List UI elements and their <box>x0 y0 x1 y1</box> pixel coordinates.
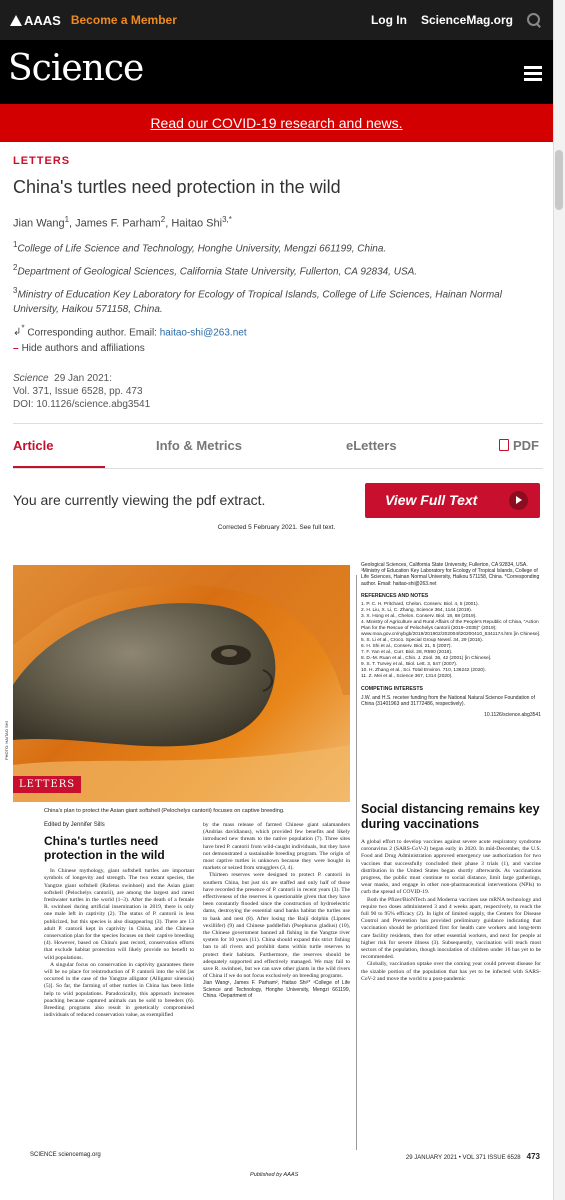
reference-item: 11. Z. Mei et al., Science 367, 1314 (2020). <box>361 674 453 680</box>
pdf-column-2 <box>203 822 350 999</box>
masthead <box>0 40 553 104</box>
photo-credit: PHOTO: HAITAO SHI <box>4 721 9 760</box>
pdf-extract-page <box>0 520 553 1200</box>
edited-by: Edited by Jennifer Sills <box>44 822 105 828</box>
affiliation <box>13 238 543 256</box>
pdf-column-1 <box>44 822 194 1019</box>
affiliation <box>13 284 543 316</box>
author-name[interactable]: Haitao Shi <box>171 217 223 230</box>
corresponding-email-link[interactable]: haitao-shi@263.net <box>159 326 247 338</box>
pdf-icon <box>499 439 509 451</box>
hamburger-menu-icon[interactable] <box>524 66 542 80</box>
paragraph: A singular focus on conservation in captivity guarantees there will be no place for reintroduction of P. cantorii into the wild [as occurred in the case of the Yangtze alligator (Alligator sinensis) (5)]. So far, the farming of other turtles in China has been little help to wild populations. Paradoxically, this approach increases poaching because captured animals can be sold to breeders (6). Breeding programs also result in genetically compromised individuals of reduced conservation value, as exemplified <box>44 961 194 1019</box>
aaas-logo[interactable] <box>10 13 61 28</box>
article-title: China's turtles need protection in the wild <box>13 177 341 197</box>
tab-pdf-label: PDF <box>513 437 539 453</box>
hide-authors-label: Hide authors and affiliations <box>21 342 145 354</box>
journal-name: Science <box>13 372 49 384</box>
references-heading: REFERENCES AND NOTES <box>361 592 429 599</box>
reference-item: 9. S. T. Turvey et al., Biol. Lett. 3, 547 (2007). <box>361 662 458 668</box>
arrow-right-icon <box>509 491 528 510</box>
letter1-signature: Jian Wang¹, James F. Parham², Haitao Shi³* ¹College of Life Science and Technology, Honghe University, Mengzi 661199, China. ²Department of <box>203 980 350 999</box>
letter1-affiliations: Geological Sciences, California State University, Fullerton, CA 92834, USA. ³Ministry of Education Key Laboratory for Ecology of Tropical Islands, College of Life Sciences, Hainan Normal University, Haikou 571158, China. *Corresponding author. Email: haitao-shi@263.net <box>361 562 540 587</box>
pdf-footer <box>30 1152 540 1178</box>
login-link[interactable]: Log In <box>370 13 407 27</box>
competing-interests: J.W. and H.S. receive funding from the National Natural Science Foundation of China (31401963 and 31772486, respectively). <box>361 695 535 708</box>
footer-page-number: 473 <box>526 1152 540 1161</box>
correction-notice: Corrected 5 February 2021. See full text. <box>217 524 336 531</box>
footer-journal: SCIENCE sciencemag.org <box>30 1152 101 1158</box>
minus-icon: – <box>13 342 19 354</box>
article-tabs <box>13 424 543 468</box>
view-full-text-label: View Full Text <box>385 492 478 509</box>
active-tab-indicator <box>13 466 105 468</box>
photo-caption: China's plan to protect the Asian giant softshell (Pelochelys cantorii) focuses on captive breeding. <box>44 808 285 814</box>
footer-issue <box>406 1152 540 1161</box>
paragraph: Both the Pfizer/BioNTech and Moderna vaccines use mRNA technology and require two doses administered 3 and 4 weeks apart, respectively, to reach the full 90 to 95% efficacy (2). In light of limited supply, the Centers for Disease Control and Prevention has provided preliminary guidance indicating that vaccination should be prioritized first for health care workers and long-term care facility residents, then for other essential workers, and next for people at higher risk for severe illness (3). Subsequently, vaccination will reach most sectors of the population, though inoculation of children under 16 has yet to be recommended. <box>361 896 541 961</box>
column-rule <box>356 575 357 1150</box>
paragraph: A global effort to develop vaccines against severe acute respiratory syndrome coronavirus 2 (SARS-CoV-2) began early in 2020. In mid-December, the U.S. Food and Drug Administration approved emergency use authorization for two vaccines that successfully concluded their phase 3 trials (1), and vaccine distribution in the United States began shortly afterwards. As vaccinations progress, the public must continue to social distance, limit large gatherings, wear masks, and engage in other non-pharmaceutical interventions (NPIs) to curb the spread of COVID-19. <box>361 839 541 896</box>
author-list: Jian Wang$^1$, James F. Parham$^2$, Haitao Shi$^{3,*}$ <box>13 215 232 230</box>
become-member-link[interactable]: Become a Member <box>70 13 177 27</box>
reference-item: 10. H. Zhang et al., Sci. Total Environ. 710, 136242 (2020). <box>361 668 486 674</box>
corresponding-author <box>13 323 543 338</box>
tab-pdf[interactable] <box>499 438 539 453</box>
aaas-triangle-icon <box>10 15 22 26</box>
reference-item: 2. H. Liu, X. Li, C. Zhang, Science 364, 1144 (2019). <box>361 608 473 614</box>
author-name[interactable]: James F. Parham <box>75 217 161 230</box>
reference-item: 5. S. Li et al., Croco. Special Group Newsl. 34, 29 (2015). <box>361 638 484 644</box>
citation <box>13 372 543 411</box>
reference-item: 1. P. C. H. Pritchard, Chelon. Conserv. Biol. 4, 5 (2001). <box>361 602 479 608</box>
top-bar <box>0 0 553 40</box>
covid-banner <box>0 104 553 142</box>
section-label: LETTERS <box>13 155 71 167</box>
author-sup: 2 <box>160 215 166 224</box>
paragraph: by the mass release of farmed Chinese giant salamanders (Andrias davidianus), which provided few benefits and likely introduced new threats to the native population (7). Three sites have bred P. cantorii from wild-caught individuals, but they have not demonstrated a sustainable breeding program. The origin of most captive turtles is unknown because they were bought in markets or seized from smugglers (3, 4). <box>203 822 350 872</box>
hide-authors-toggle[interactable] <box>13 343 543 354</box>
references-list <box>361 602 541 680</box>
covid-banner-link[interactable]: Read our COVID-19 research and news. <box>150 115 403 131</box>
affiliation-sup: 2 <box>13 262 18 272</box>
author-sup: 1 <box>64 215 70 224</box>
doi: DOI: 10.1126/science.abg3541 <box>13 398 151 410</box>
pdf-column-3-top <box>361 562 541 718</box>
reference-item: 3. X. Hong et al., Chelon. Conserv. Biol. 18, 68 (2019). <box>361 614 477 620</box>
letter1-title: China's turtles need protection in the wild <box>44 834 165 863</box>
paragraph: In Chinese mythology, giant softshell turtles are important symbols of longevity and strength. The two extant species, the Yangtze giant softshell (Rafetus swinhoei) and the Asian giant softshell (Pelochelys cantorii), are among the largest and rarest freshwater turtles in the world (1–3). After the death of a female R. swinhoei during artificial insemination in 2019, there is only one male left in captivity (2). The status of P. cantorii is less publicized, but this species is also disappearing (3). There are 13 adult P. cantorii kept in captivity in China, and the Chinese conservation plan for the species focuses on their captive breeding (4). However, based on China's past record, conservation efforts that exclude habitat protection will likely provide no benefit to wild populations. <box>44 868 194 961</box>
pdf-column-3-bottom <box>361 802 541 983</box>
affiliation-text: College of Life Science and Technology, Honghe University, Mengzi 661199, China. <box>17 242 387 254</box>
paragraph: Thirteen reserves were designed to protect P. cantorii in southern China, but just six are staffed and only half of those have recorded the presence of P. cantorii in recent years (3). The effectiveness of the reserves is questionable given that they have been constantly flooded since the construction of hydroelectric dams, destroying the essential sand banks habitat the turtles use to bask and nest (8). After losing the Baiji dolphin (Lipotes vexillifer) (9) and Chinese paddlefish (Psephurus gladius) (10), the Chinese government banned all fishing in the Yangtze river system for 10 years (11). China should expand this strict fishing ban to all rivers and prohibit dams within turtle reserves to protect their habitats. Furthermore, the reserves should be adequately supported and effectively managed. We may fail to save R. swinhoei, but we can save other giants in the wild rivers of China if we do not focus exclusively on breeding programs. <box>203 872 350 980</box>
view-full-text-button[interactable] <box>365 483 540 518</box>
author-sup: 3,* <box>222 215 232 224</box>
tab-article[interactable]: Article <box>13 437 54 453</box>
corresponding-label: Corresponding author. Email: <box>27 326 157 338</box>
letters-tag: LETTERS <box>13 776 81 793</box>
competing-interests-heading: COMPETING INTERESTS <box>361 686 423 693</box>
sciencemag-link[interactable]: ScienceMag.org <box>420 13 513 27</box>
reference-item: 7. F. Yan et al., Curr. Biol. 28, R590 (2018). <box>361 650 453 656</box>
letter2-title: Social distancing remains key during vaccinations <box>361 802 540 831</box>
author-name[interactable]: Jian Wang <box>13 217 65 230</box>
reference-item: 6. H. Shi et al., Conserv. Biol. 21, 5 (2007). <box>361 644 452 650</box>
affiliation-sup: 1 <box>13 239 18 249</box>
footer-issue-text: 29 JANUARY 2021 • VOL 371 ISSUE 6528 <box>405 1155 521 1161</box>
affiliation-text: Department of Geological Sciences, California State University, Fullerton, CA 92834, USA. <box>17 266 418 278</box>
corresponding-icon: ↲* <box>13 322 25 338</box>
scrollbar-thumb[interactable] <box>555 150 563 210</box>
tab-info-metrics[interactable]: Info & Metrics <box>156 437 242 453</box>
search-icon[interactable] <box>527 13 541 27</box>
affiliation-sup: 3 <box>13 286 18 296</box>
footer-publisher: Published by AAAS <box>250 1172 299 1178</box>
reference-item: 8. D.-M. Ruan et al., Chin. J. Zool. 36, 42 (2001) [in Chinese]. <box>361 656 492 662</box>
article-header <box>13 142 543 537</box>
letter1-doi: 10.1126/science.abg3541 <box>484 711 541 718</box>
publish-date: 29 Jan 2021: <box>54 372 112 384</box>
paragraph: Globally, vaccination uptake over the coming year could prevent disease for the sizable portion of the population that has yet to be infected with SARS-CoV-2 and move the world to a post-pandemic <box>361 961 541 982</box>
affiliation-text: Ministry of Education Key Laboratory for Ecology of Tropical Islands, College of Life Sciences, Hainan Normal University, Haikou 571158, China. <box>13 289 502 315</box>
aaas-label: AAAS <box>24 12 61 28</box>
affiliation <box>13 261 543 279</box>
pdf-extract-message: You are currently viewing the pdf extract. <box>13 491 266 508</box>
turtle-illustration <box>13 565 350 802</box>
volume-issue: Vol. 371, Issue 6528, pp. 473 <box>13 385 143 397</box>
turtle-photo <box>13 565 350 802</box>
reference-item: 4. Ministry of Agriculture and Rural Affairs of the People's Republic of China, "Action Plan for the Rescue of Pelochelys cantorii (2019–2035)" (2019); www.moa.gov.cn/nybgb/2019/201902/202004/t20200410_6341174.htm [in Chinese]. <box>361 620 541 638</box>
tab-eletters[interactable]: eLetters <box>346 437 397 453</box>
science-logo[interactable]: Science <box>8 48 144 89</box>
